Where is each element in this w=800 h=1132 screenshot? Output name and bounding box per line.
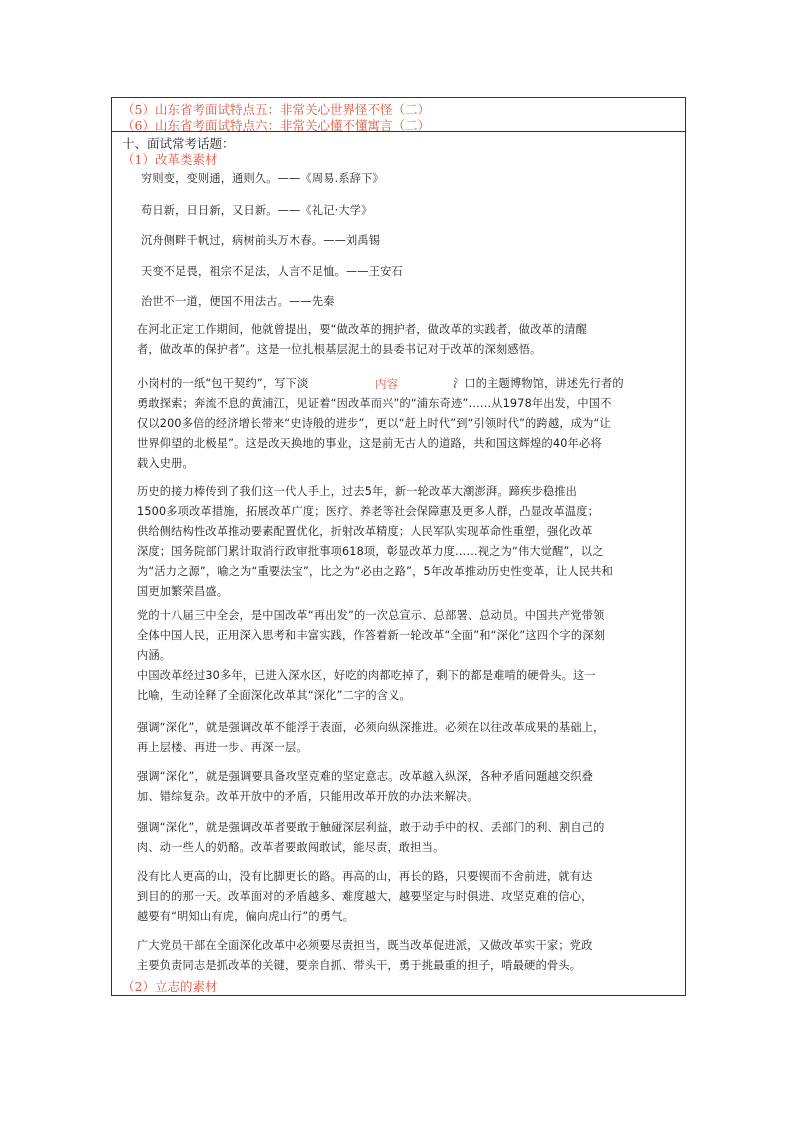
paragraph-10	[137, 936, 637, 976]
text-line: 深度；国务院部门累计取消行政审批事项618项，彰显改革力度……视之为“伟大觉醒”，以之	[137, 545, 604, 558]
text-line: 内涵。	[137, 649, 172, 662]
text-line: 强调“深化”，就是强调要具备攻坚克难的坚定意志。改革越入纵深，各种矛盾问题越交织叠	[137, 770, 594, 783]
paragraph-8	[137, 818, 637, 858]
text-line: 历史的接力棒传到了我们这一代人手上，过去5年，新一轮改革大潮澎湃。蹄疾步稳推出	[137, 485, 578, 498]
quote-line: 天变不足畏，祖宗不足法，人言不足恤。——王安石	[141, 265, 403, 278]
text-line: 中国改革经过30多年，已进入深水区，好吃的肉都吃掉了，剩下的都是难啃的硬骨头。这一	[137, 669, 596, 682]
text-line: 国更加繁荣昌盛。	[137, 585, 229, 598]
text-line: 再上层楼、再进一步、再深一层。	[137, 741, 308, 754]
quote-line: 苟日新，日日新，又日新。——《礼记·大学》	[141, 204, 373, 217]
item6-heading: （6）山东省考面试特点六：非常关心懂不懂寓言（二）	[122, 118, 430, 133]
text-line: 强调“深化”，就是强调改革者要敢于触碰深层利益，敢于动手中的权、丢部门的利、割自己的	[137, 821, 605, 834]
paragraph-2	[137, 374, 637, 474]
text-line: 党的十八届三中全会，是中国改革“再出发”的一次总宣示、总部署、总动员。中国共产党带领	[137, 609, 605, 622]
paragraph-1	[137, 320, 637, 360]
document-table	[111, 97, 686, 996]
paragraph-7	[137, 767, 637, 807]
text-line	[137, 374, 637, 394]
paragraph-6	[137, 718, 637, 758]
text-line: 世界仰望的北极星”。这是改天换地的事业，这是前无古人的道路，共和国这辉煌的40年必将	[137, 437, 602, 450]
text-line: 加、错综复杂。改革开放中的矛盾，只能用改革开放的办法来解决。	[137, 790, 479, 803]
section-title: 十、面试常考话题：	[122, 136, 235, 151]
paragraph-3	[137, 482, 637, 602]
text-fragment: 氵口的主题博物馆，讲述先行者的	[453, 377, 624, 390]
text-line: 为“活力之源”，喻之为“重要法宝”，比之为“必由之路”，5年改革推动历史性变革，让人民共和	[137, 565, 614, 578]
text-line: 载入史册。	[137, 457, 194, 470]
subsection-reform-title: （1）改革类素材	[122, 152, 218, 167]
text-line: 供给侧结构性改革推动要素配置优化，折射改革精度；人民军队实现革命性重塑，强化改革	[137, 525, 593, 538]
text-line: 比喻，生动诠释了全面深化改革其“深化”二字的含义。	[137, 689, 411, 702]
text-fragment: 小岗村的一纸“包干契约”，写下淡	[137, 377, 309, 390]
text-line: 1500多项改革措施，拓展改革广度；医疗、养老等社会保障惠及更多人群，凸显改革温度；	[137, 505, 599, 518]
text-line: 勇敢探索；奔流不息的黄浦江，见证着“因改革而兴”的“浦东奇迹”……从1978年出发，中国不	[137, 397, 612, 410]
text-line: 仅以200多倍的经济增长带来“史诗般的进步”，更以“赶上时代”到“引领时代”的跨越，成为“让	[137, 417, 611, 430]
item5-heading: （5）山东省考面试特点五：非常关心世界怪不怪（二）	[122, 102, 430, 117]
text-line: 全体中国人民，正用深入思考和丰富实践，作答着新一轮改革“全面”和“深化”这四个字的深刻	[137, 629, 606, 642]
text-line: 到目的的那一天。改革面对的矛盾越多、难度越大，越要坚定与时俱进、攻坚克难的信心，	[137, 890, 593, 903]
quote-line: 沉舟侧畔千帆过，病树前头万木春。——刘禹锡	[141, 234, 381, 247]
paragraph-4	[137, 606, 637, 666]
text-line: 主要负责同志是抓改革的关键，要亲自抓、带头干，勇于挑最重的担子，啃最硬的骨头。	[137, 959, 582, 972]
text-line: 强调“深化”，就是强调改革不能浮于表面，必须向纵深推进。必须在以往改革成果的基础上，	[137, 721, 605, 734]
text-line: 越要有“明知山有虎，偏向虎山行”的勇气。	[137, 910, 354, 923]
text-line: 者，做改革的保护者”。这是一位扎根基层泥土的县委书记对于改革的深刻感悟。	[137, 343, 542, 356]
text-line: 在河北正定工作期间，他就曾提出，要“做改革的拥护者，做改革的实践者，做改革的清醒	[137, 323, 588, 336]
text-line: 广大党员干部在全面深化改革中必须要尽责担当，既当改革促进派，又做改革实干家；党政	[137, 939, 593, 952]
text-line: 没有比人更高的山，没有比脚更长的路。再高的山，再长的路，只要锲而不舍前进，就有达	[137, 870, 593, 883]
quote-line: 治世不一道，便国不用法古。——先秦	[141, 295, 335, 308]
text-line: 肉、动一些人的奶酪。改革者要敢闯敢试，能尽责，敢担当。	[137, 841, 445, 854]
table-row-header	[112, 98, 685, 132]
quote-line: 穷则变，变则通，通则久。——《周易.系辞下》	[141, 172, 384, 185]
subsection-ambition-title: （2）立志的素材	[122, 979, 218, 994]
paragraph-5	[137, 666, 637, 706]
watermark-label: 内容	[375, 377, 399, 391]
paragraph-9	[137, 867, 637, 927]
